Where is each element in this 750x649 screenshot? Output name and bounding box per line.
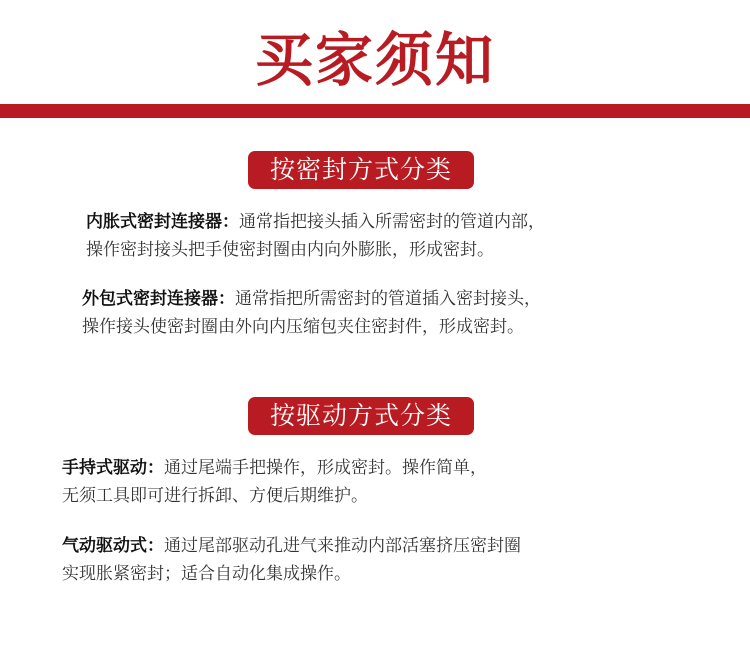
section-heading-seal-type: 按密封方式分类 [248, 151, 474, 189]
item-lead: 气动驱动式： [62, 536, 164, 556]
item-first-line [62, 454, 487, 482]
item-second-line: 操作接头使密封圈由外向内压缩包夹住密封件，形成密封。 [82, 317, 524, 337]
item-text: 通常指把所需密封的管道插入密封接头， [235, 289, 541, 309]
section-heading-drive-type: 按驱动方式分类 [248, 397, 474, 435]
item-first-line [86, 208, 545, 236]
item-second-line: 操作密封接头把手使密封圈由内向外膨胀，形成密封。 [86, 240, 494, 260]
item-external-wrap-connector [82, 285, 541, 341]
item-text: 通过尾部驱动孔进气来推动内部活塞挤压密封圈 [164, 536, 521, 556]
item-first-line [82, 285, 541, 313]
page-title: 买家须知 [254, 26, 495, 94]
item-text: 通过尾端手把操作，形成密封。操作简单， [164, 458, 487, 478]
item-manual-drive [62, 454, 487, 510]
title-divider [0, 104, 750, 118]
item-first-line [62, 532, 521, 560]
item-pneumatic-drive [62, 532, 521, 588]
item-internal-expansion-connector [86, 208, 545, 264]
item-text: 通常指把接头插入所需密封的管道内部， [239, 212, 545, 232]
item-second-line: 无须工具即可进行拆卸、方便后期维护。 [62, 486, 368, 506]
item-lead: 内胀式密封连接器： [86, 212, 239, 232]
item-second-line: 实现胀紧密封；适合自动化集成操作。 [62, 564, 351, 584]
item-lead: 外包式密封连接器： [82, 289, 235, 309]
item-lead: 手持式驱动： [62, 458, 164, 478]
